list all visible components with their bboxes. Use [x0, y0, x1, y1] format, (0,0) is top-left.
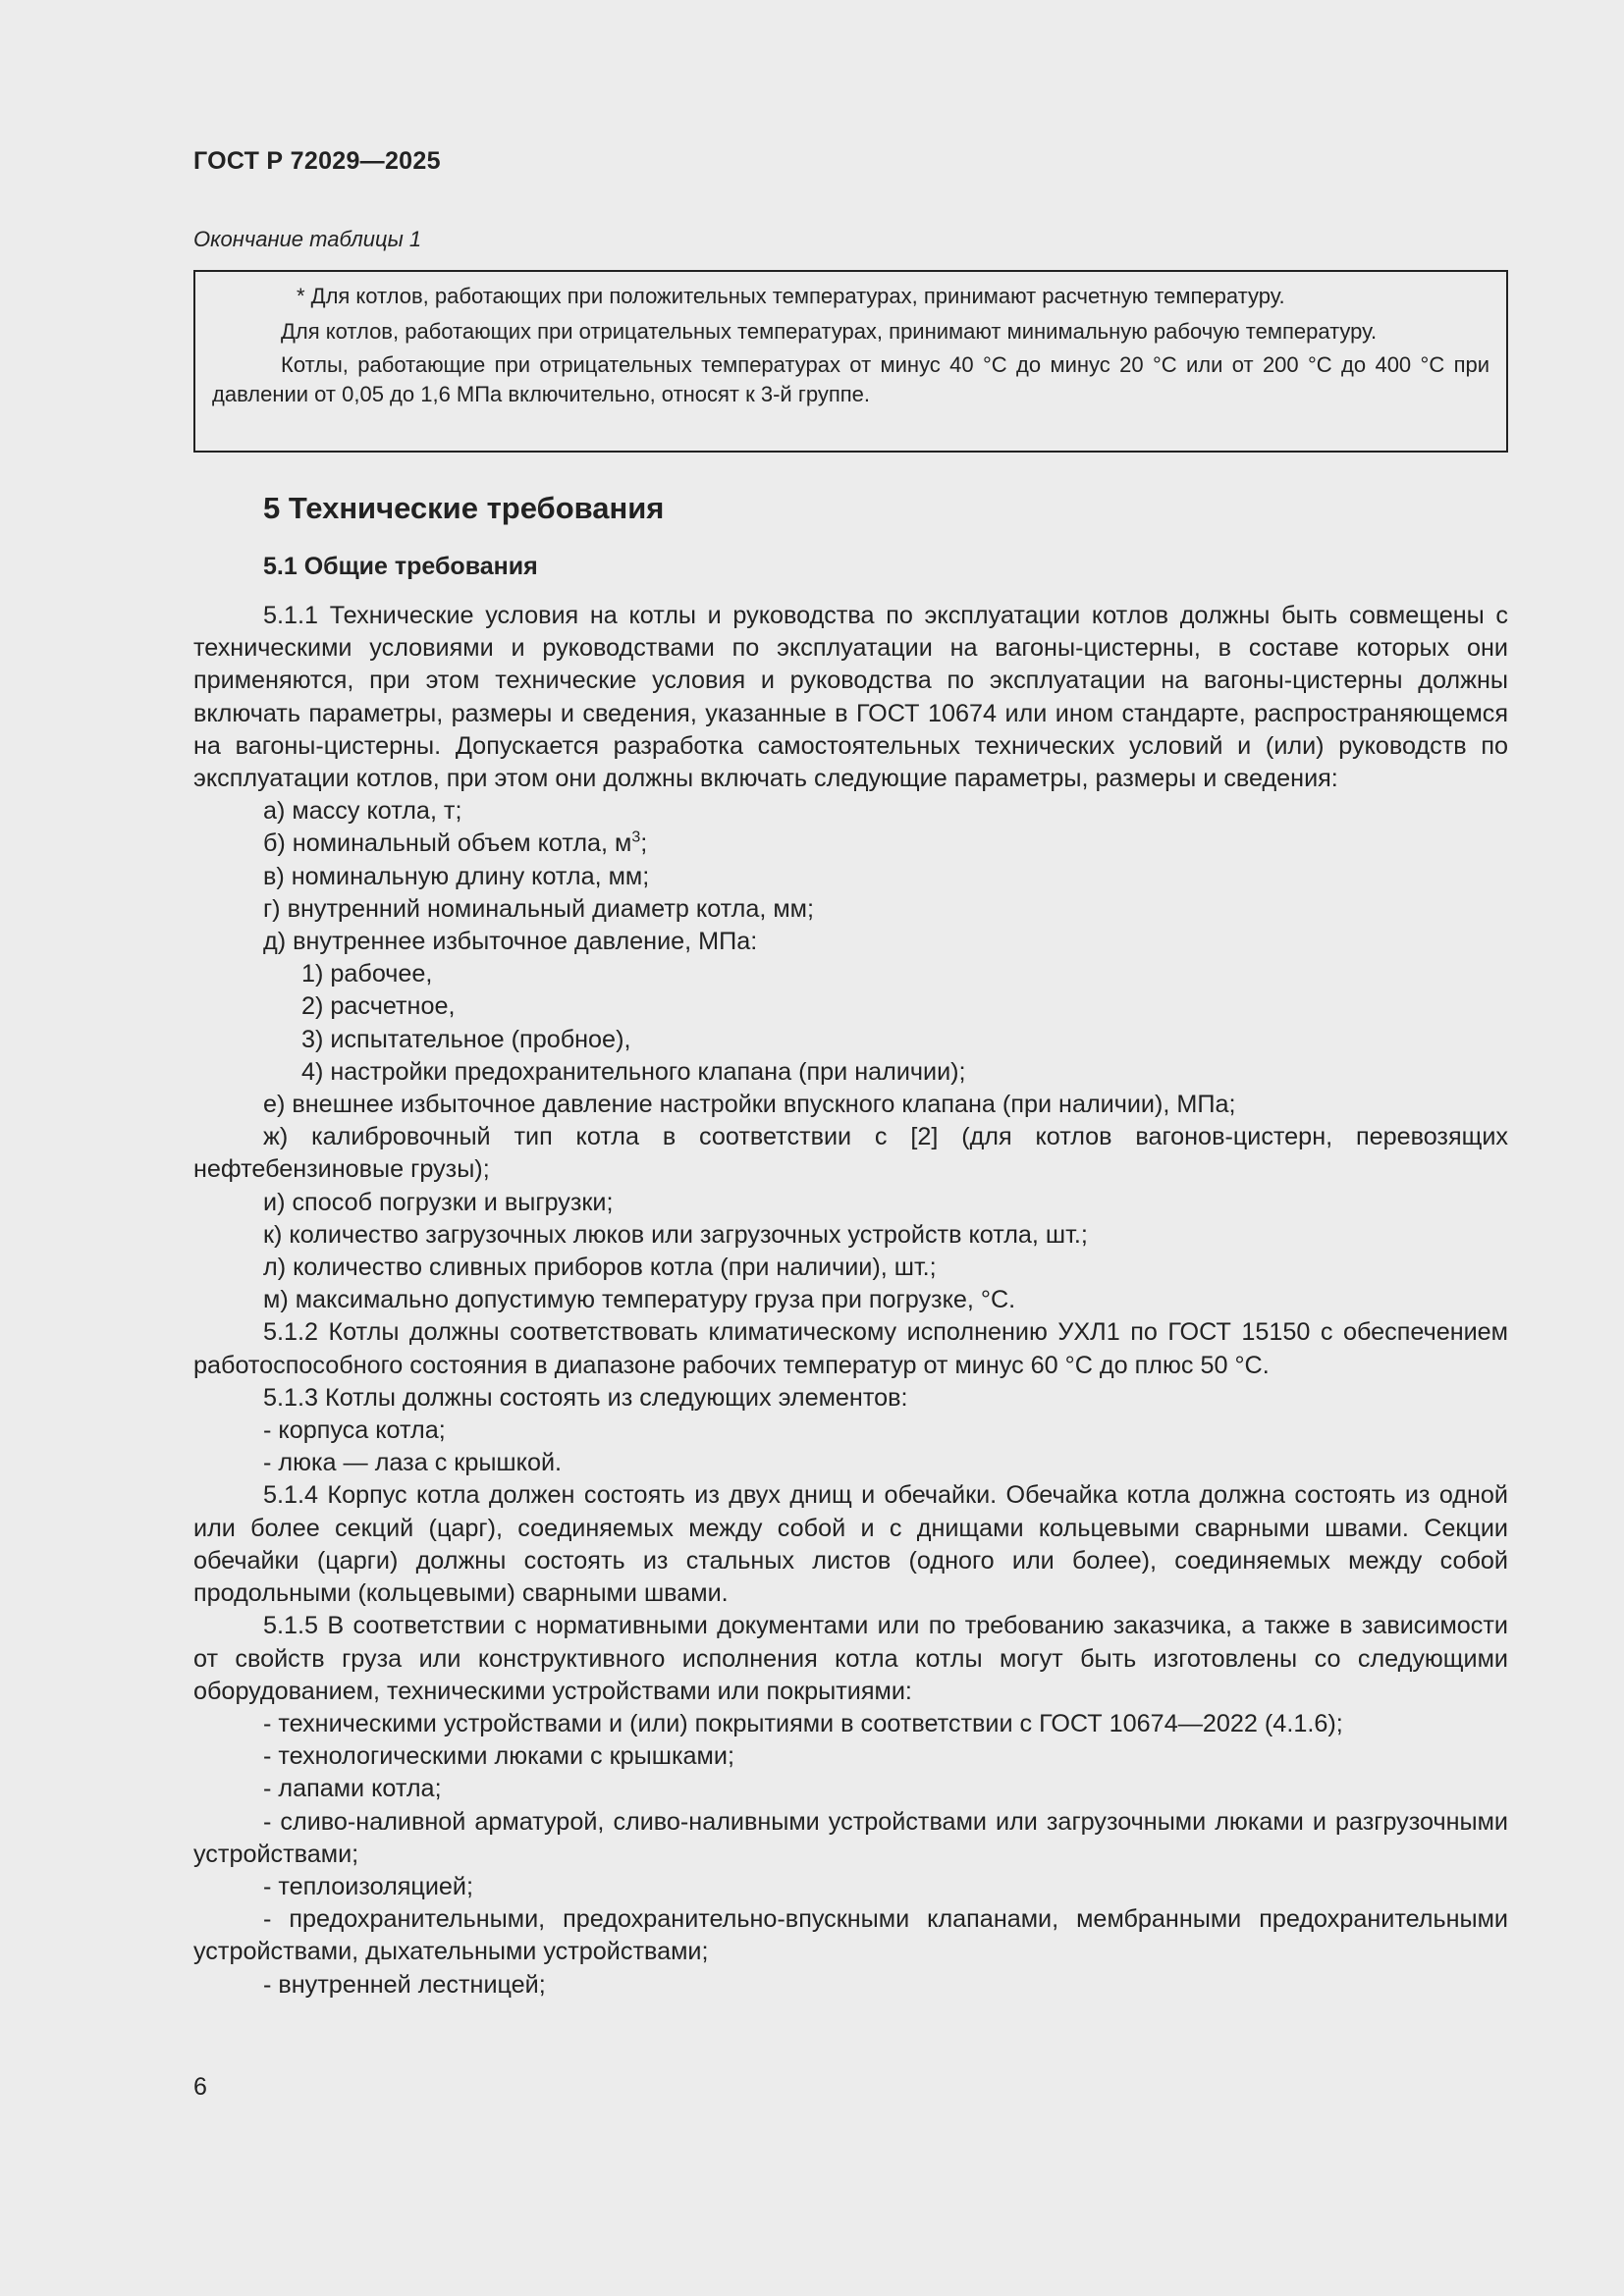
- list-item-d-1: 1) рабочее,: [301, 960, 433, 988]
- list-item-5-1-5-5: - теплоизоляцией;: [263, 1872, 473, 1900]
- list-item-5-1-5-6: - предохранительными, предохранительно-впускными клапанами, мембранными предохранительными устройствами, дыхательными устройствами;: [193, 1905, 1508, 1966]
- list-item-m: м) максимально допустимую температуру груза при погрузке, °С.: [263, 1286, 1016, 1314]
- paragraph-5-1-5: 5.1.5 В соответствии с нормативными документами или по требованию заказчика, а также в зависимости от свойств груза или конструктивного исполнения котла котлы могут быть изготовлены со следующими оборудованием, техническими устройствами или покрытиями:: [193, 1612, 1508, 1705]
- list-item-l: л) количество сливных приборов котла (при наличии), шт.;: [263, 1254, 937, 1282]
- paragraph-5-1-1: 5.1.1 Технические условия на котлы и руководства по эксплуатации котлов должны быть совмещены с техническими условиями и руководствами по эксплуатации на вагоны-цистерны, в составе которых они применяются, при этом технические условия и руководства по эксплуатации на вагоны-цистерны должны включать параметры, размеры и сведения, указанные в ГОСТ 10674 или ином стандарте, распространяющемся на вагоны-цистерны. Допускается разработка самостоятельных технических условий и (или) руководств по эксплуатации котлов, при этом они должны включать следующие параметры, размеры и сведения:: [193, 602, 1508, 793]
- table-note-1: * Для котлов, работающих при положительных температурах, принимают расчетную температуру.: [297, 284, 1285, 308]
- table-caption: Окончание таблицы 1: [193, 227, 422, 251]
- document-header: ГОСТ Р 72029—2025: [193, 147, 441, 175]
- list-item-k: к) количество загрузочных люков или загрузочных устройств котла, шт.;: [263, 1220, 1088, 1249]
- list-item-i: и) способ погрузки и выгрузки;: [263, 1188, 614, 1216]
- table-note-2: Для котлов, работающих при отрицательных температурах, принимают минимальную рабочую температуру.: [281, 319, 1378, 344]
- subsection-title: 5.1 Общие требования: [263, 553, 538, 580]
- list-item-d: д) внутреннее избыточное давление, МПа:: [263, 928, 758, 956]
- superscript-3: 3: [631, 829, 641, 847]
- list-item-5-1-3-2: - люка — лаза с крышкой.: [263, 1449, 563, 1477]
- list-item-d-3: 3) испытательное (пробное),: [301, 1025, 631, 1053]
- list-item-v: в) номинальную длину котла, мм;: [263, 862, 650, 890]
- list-item-b: [193, 828, 1508, 860]
- table-notes-box: [193, 270, 1508, 453]
- document-body: [193, 600, 1508, 2002]
- list-item-b-text: б) номинальный объем котла, м: [263, 829, 632, 858]
- list-item-b-end: ;: [640, 829, 648, 858]
- paragraph-5-1-3: 5.1.3 Котлы должны состоять из следующих элементов:: [263, 1383, 908, 1412]
- list-item-e: е) внешнее избыточное давление настройки впускного клапана (при наличии), МПа;: [263, 1091, 1236, 1119]
- list-item-5-1-5-1: - техническими устройствами и (или) покрытиями в соответствии с ГОСТ 10674—2022 (4.1.6);: [263, 1709, 1343, 1737]
- list-item-d-2: 2) расчетное,: [301, 992, 456, 1021]
- list-item-a: а) массу котла, т;: [263, 797, 462, 826]
- list-item-5-1-5-3: - лапами котла;: [263, 1775, 442, 1803]
- list-item-5-1-5-4: - сливо-наливной арматурой, сливо-наливными устройствами или загрузочными люками и разгрузочными устройствами;: [193, 1807, 1508, 1868]
- page-number: 6: [193, 2073, 207, 2101]
- list-item-5-1-5-7: - внутренней лестницей;: [263, 1970, 546, 1999]
- list-item-5-1-3-1: - корпуса котла;: [263, 1416, 446, 1445]
- list-item-zh: ж) калибровочный тип котла в соответствии с [2] (для котлов вагонов-цистерн, перевозящих нефтебензиновые грузы);: [193, 1123, 1508, 1184]
- table-note-3: Котлы, работающие при отрицательных температурах от минус 40 °С до минус 20 °С или от 200 °С до 400 °С при давлении от 0,05 до 1,6 МПа включительно, относят к 3-й группе.: [212, 352, 1489, 406]
- list-item-d-4: 4) настройки предохранительного клапана (при наличии);: [301, 1057, 966, 1086]
- section-title: 5 Технические требования: [263, 491, 665, 525]
- list-item-5-1-5-2: - технологическими люками с крышками;: [263, 1742, 734, 1771]
- paragraph-5-1-2: 5.1.2 Котлы должны соответствовать климатическому исполнению УХЛ1 по ГОСТ 15150 с обеспечением работоспособного состояния в диапазоне рабочих температур от минус 60 °С до плюс 50 °С.: [193, 1318, 1508, 1379]
- list-item-g: г) внутренний номинальный диаметр котла, мм;: [263, 894, 814, 923]
- paragraph-5-1-4: 5.1.4 Корпус котла должен состоять из двух днищ и обечайки. Обечайка котла должна состоять из одной или более секций (царг), соединяемых между собой и с днищами кольцевыми сварными швами. Секции обечайки (царги) должны состоять из стальных листов (одного или более), соединяемых между собой продольными (кольцевыми) сварными швами.: [193, 1481, 1508, 1608]
